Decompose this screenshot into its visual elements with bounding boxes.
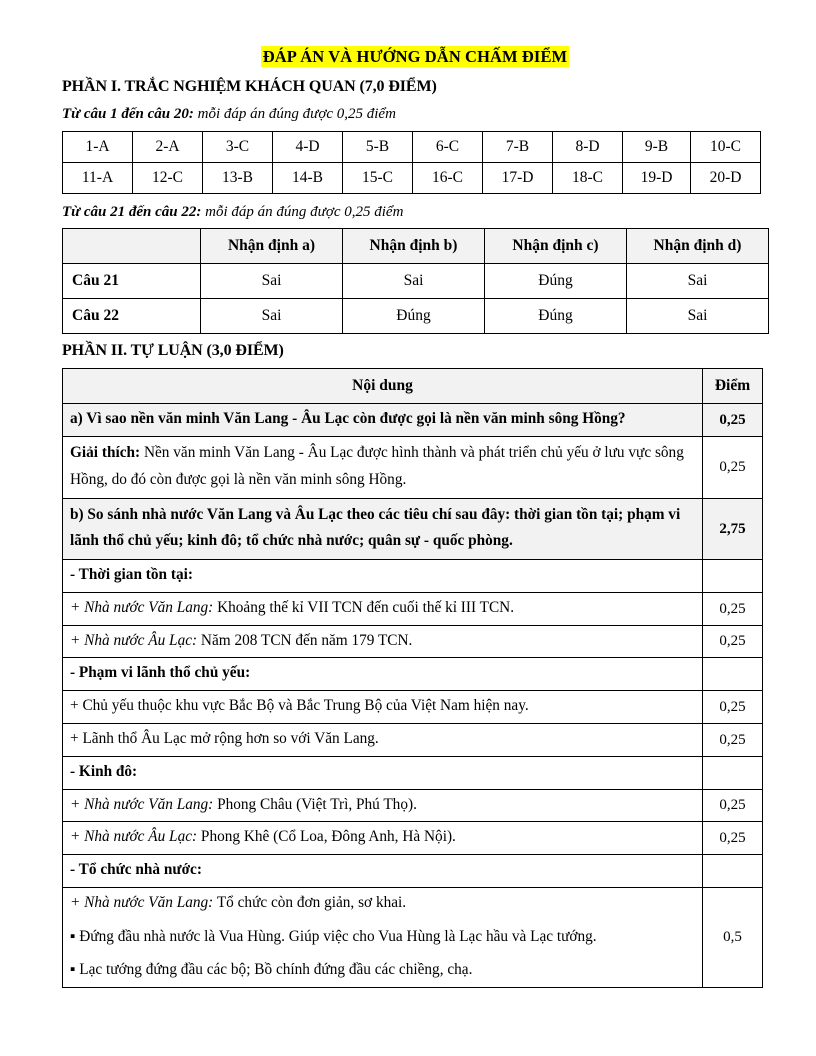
tf-answer-cell: Sai <box>343 264 485 299</box>
mcq-answer-cell: 2-A <box>133 131 203 162</box>
rubric-score-cell: 0,25 <box>703 592 763 625</box>
rubric-row <box>63 404 763 437</box>
rubric-score-cell <box>703 756 763 789</box>
document-title <box>62 47 768 68</box>
rubric-row <box>63 822 763 855</box>
mcq-answer-cell: 18-C <box>553 162 623 193</box>
rubric-score-cell: 0,25 <box>703 691 763 724</box>
rubric-lead-label: + Nhà nước Âu Lạc: <box>70 631 198 649</box>
rubric-bullet-line: ▪ Đứng đầu nhà nước là Vua Hùng. Giúp việc cho Vua Hùng là Lạc hầu và Lạc tướng. <box>70 927 597 945</box>
tf-answer-cell: Đúng <box>343 299 485 334</box>
tf-answer-cell: Sai <box>201 299 343 334</box>
tf-scoring-note-lead: Từ câu 21 đến câu 22: <box>62 203 202 220</box>
essay-rubric-table <box>62 368 763 988</box>
rubric-row <box>63 498 763 560</box>
tf-column-header: Nhận định c) <box>485 229 627 264</box>
rubric-bullet-line: ▪ Lạc tướng đứng đầu các bộ; Bồ chính đứng đầu các chiềng, chạ. <box>70 961 473 979</box>
mcq-answer-cell: 14-B <box>273 162 343 193</box>
tf-row-label: Câu 21 <box>63 264 201 299</box>
tf-answer-cell: Sai <box>627 264 769 299</box>
mcq-row-2 <box>63 162 761 193</box>
tf-header-row <box>63 229 769 264</box>
tf-column-header: Nhận định b) <box>343 229 485 264</box>
mcq-scoring-note-lead: Từ câu 1 đến câu 20: <box>62 106 194 123</box>
rubric-body-text: Khoảng thế kỉ VII TCN đến cuối thế kỉ III TCN. <box>213 598 515 616</box>
rubric-row <box>63 723 763 756</box>
mcq-answer-cell: 1-A <box>63 131 133 162</box>
rubric-row <box>63 855 763 888</box>
mcq-answer-cell: 8-D <box>553 131 623 162</box>
mcq-answer-cell: 10-C <box>691 131 761 162</box>
rubric-content-cell: b) So sánh nhà nước Văn Lang và Âu Lạc theo các tiêu chí sau đây: thời gian tồn tại; phạm vi lãnh thổ chủ yếu; kinh đô; tổ chức nhà nước; quân sự - quốc phòng. <box>63 498 703 560</box>
tf-table-row <box>63 264 769 299</box>
rubric-content-cell: + Chủ yếu thuộc khu vực Bắc Bộ và Bắc Trung Bộ của Việt Nam hiện nay. <box>63 691 703 724</box>
rubric-body-text: Nền văn minh Văn Lang - Âu Lạc được hình thành và phát triển chủ yếu ở lưu vực sông Hồng, do đó còn được gọi là nền văn minh sông Hồng. <box>70 444 684 488</box>
rubric-row <box>63 592 763 625</box>
rubric-body-text: Phong Châu (Việt Trì, Phú Thọ). <box>213 795 417 813</box>
rubric-row <box>63 789 763 822</box>
tf-answer-cell: Sai <box>201 264 343 299</box>
part1-heading: PHẦN I. TRẮC NGHIỆM KHÁCH QUAN (7,0 ĐIỂM) <box>62 77 437 95</box>
rubric-score-cell: 0,5 <box>703 887 763 987</box>
rubric-content-cell <box>63 822 703 855</box>
document-title-text: ĐÁP ÁN VÀ HƯỚNG DẪN CHẤM ĐIỂM <box>262 47 568 66</box>
mcq-answer-cell: 4-D <box>273 131 343 162</box>
rubric-content-cell <box>63 437 703 499</box>
rubric-lead-label: + Nhà nước Văn Lang: <box>70 795 214 813</box>
rubric-content-cell: - Tổ chức nhà nước: <box>63 855 703 888</box>
rubric-lead-label: + Nhà nước Âu Lạc: <box>70 828 198 846</box>
rubric-content-cell <box>63 592 703 625</box>
rubric-content-cell <box>63 625 703 658</box>
mcq-answer-cell: 12-C <box>133 162 203 193</box>
true-false-answer-table <box>62 228 769 334</box>
rubric-content-cell: + Lãnh thổ Âu Lạc mở rộng hơn so với Văn Lang. <box>63 723 703 756</box>
tf-answer-cell: Đúng <box>485 264 627 299</box>
rubric-line <box>70 891 696 916</box>
mcq-answer-cell: 9-B <box>623 131 691 162</box>
mcq-answer-cell: 13-B <box>203 162 273 193</box>
rubric-content-cell <box>63 789 703 822</box>
rubric-row <box>63 691 763 724</box>
rubric-score-cell: 0,25 <box>703 437 763 499</box>
mcq-answer-cell: 11-A <box>63 162 133 193</box>
tf-answer-cell: Đúng <box>485 299 627 334</box>
rubric-row <box>63 560 763 593</box>
rubric-row <box>63 625 763 658</box>
tf-table-row <box>63 299 769 334</box>
mcq-answer-cell: 5-B <box>343 131 413 162</box>
rubric-lead-label: + Nhà nước Văn Lang: <box>70 893 214 911</box>
rubric-header-row <box>63 369 763 404</box>
mcq-answer-cell: 19-D <box>623 162 691 193</box>
mcq-answer-cell: 6-C <box>413 131 483 162</box>
rubric-content-cell: - Kinh đô: <box>63 756 703 789</box>
mcq-answer-cell: 20-D <box>691 162 761 193</box>
tf-column-header: Nhận định d) <box>627 229 769 264</box>
rubric-score-cell <box>703 560 763 593</box>
tf-corner-cell <box>63 229 201 264</box>
mcq-answer-table <box>62 131 761 194</box>
tf-scoring-note-rest: mỗi đáp án đúng được 0,25 điểm <box>201 203 404 220</box>
mcq-answer-cell: 7-B <box>483 131 553 162</box>
rubric-score-cell: 2,75 <box>703 498 763 560</box>
rubric-content-cell: - Thời gian tồn tại: <box>63 560 703 593</box>
rubric-header-score: Điểm <box>703 369 763 404</box>
mcq-answer-cell: 16-C <box>413 162 483 193</box>
rubric-score-cell: 0,25 <box>703 404 763 437</box>
tf-row-label: Câu 22 <box>63 299 201 334</box>
rubric-score-cell: 0,25 <box>703 723 763 756</box>
mcq-answer-cell: 3-C <box>203 131 273 162</box>
rubric-score-cell <box>703 658 763 691</box>
mcq-answer-cell: 15-C <box>343 162 413 193</box>
rubric-content-cell: - Phạm vi lãnh thổ chủ yếu: <box>63 658 703 691</box>
rubric-body-text: Phong Khê (Cổ Loa, Đông Anh, Hà Nội). <box>197 828 456 846</box>
tf-answer-cell: Sai <box>627 299 769 334</box>
mcq-row-1 <box>63 131 761 162</box>
rubric-score-cell: 0,25 <box>703 789 763 822</box>
mcq-scoring-note-rest: mỗi đáp án đúng được 0,25 điểm <box>193 106 396 123</box>
rubric-score-cell: 0,25 <box>703 625 763 658</box>
mcq-answer-cell: 17-D <box>483 162 553 193</box>
tf-column-header: Nhận định a) <box>201 229 343 264</box>
rubric-row <box>63 887 763 987</box>
rubric-body-text: Tổ chức còn đơn giản, sơ khai. <box>213 893 407 911</box>
rubric-content-cell: a) Vì sao nền văn minh Văn Lang - Âu Lạc còn được gọi là nền văn minh sông Hồng? <box>63 404 703 437</box>
mcq-scoring-note <box>62 105 768 125</box>
rubric-row <box>63 658 763 691</box>
rubric-row <box>63 437 763 499</box>
tf-scoring-note <box>62 203 768 223</box>
rubric-score-cell <box>703 855 763 888</box>
rubric-body-text: Năm 208 TCN đến năm 179 TCN. <box>197 631 413 649</box>
rubric-score-cell: 0,25 <box>703 822 763 855</box>
part2-heading: PHẦN II. TỰ LUẬN (3,0 ĐIỂM) <box>62 342 284 360</box>
rubric-header-content: Nội dung <box>63 369 703 404</box>
rubric-lead-label: + Nhà nước Văn Lang: <box>70 598 214 616</box>
rubric-row <box>63 756 763 789</box>
rubric-content-cell <box>63 887 703 987</box>
rubric-lead-label: Giải thích: <box>70 444 141 462</box>
